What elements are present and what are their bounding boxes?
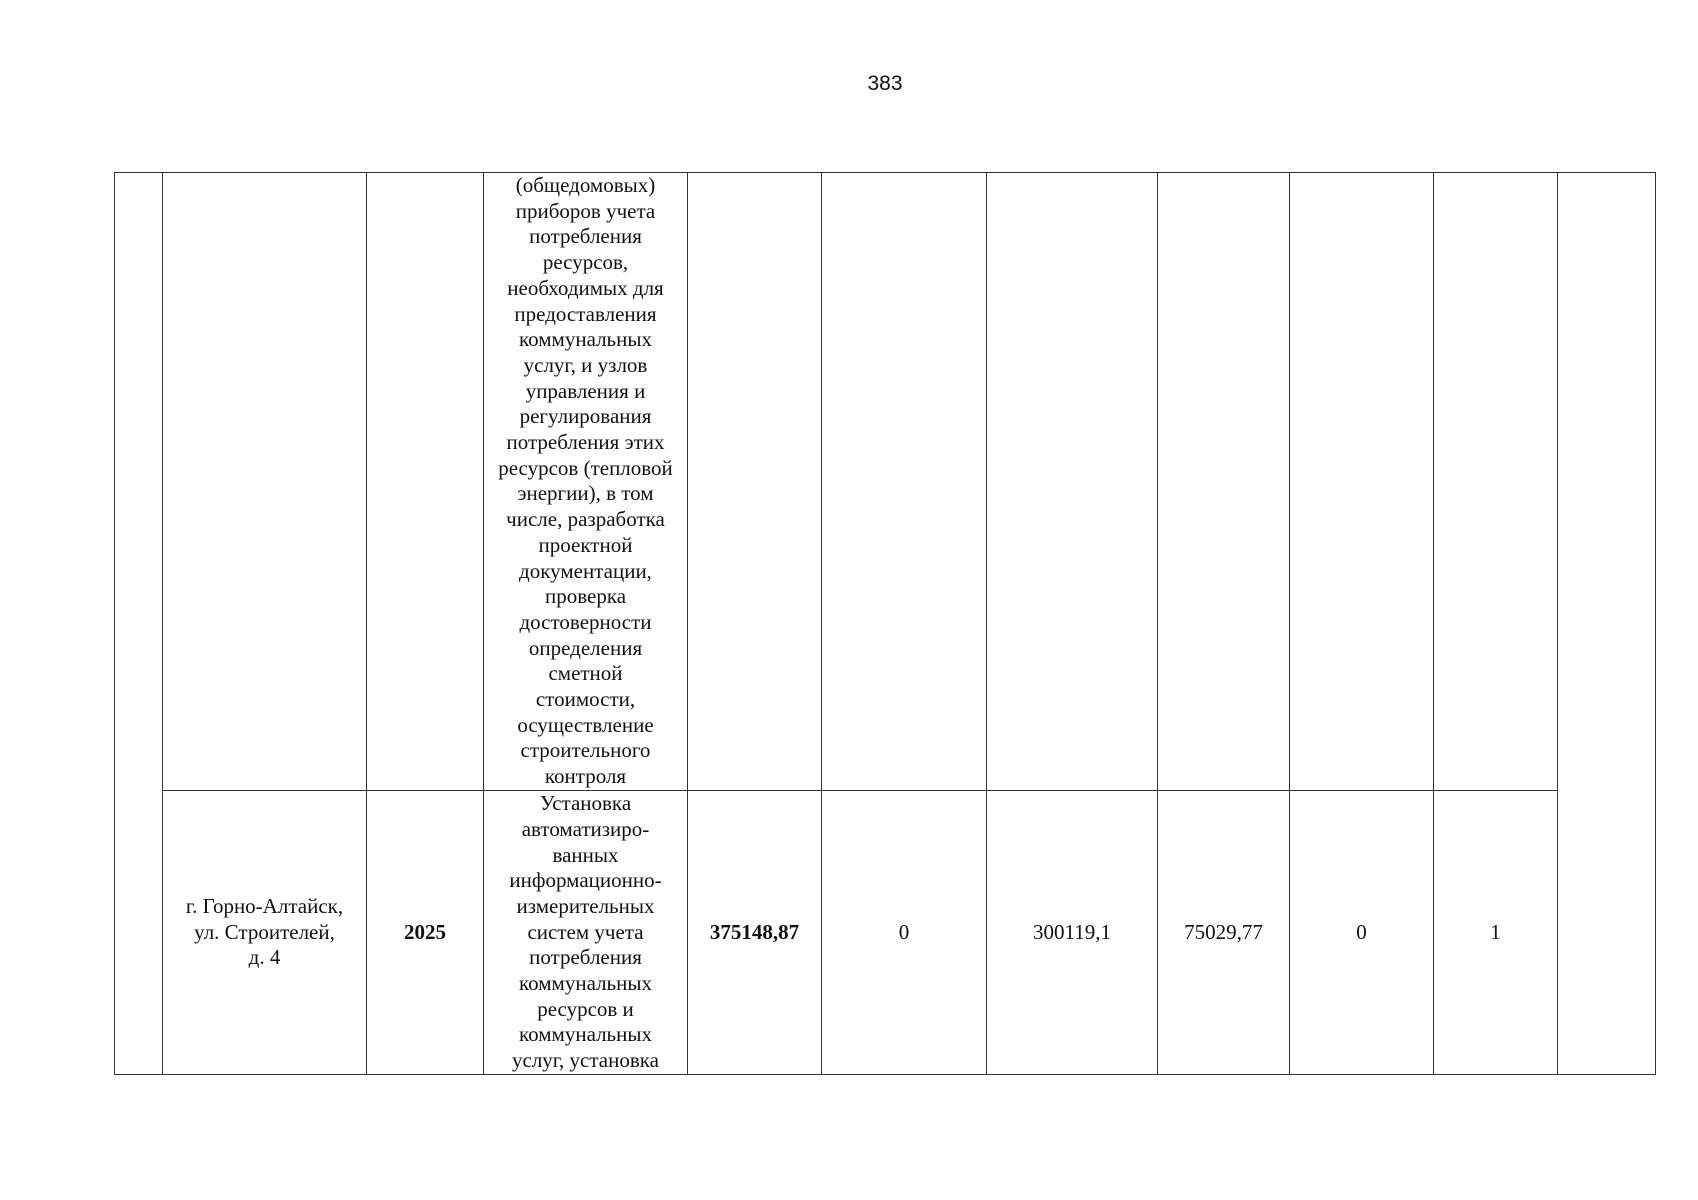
address-cell: [163, 173, 367, 791]
total-cell: [688, 173, 822, 791]
value-cell: 75029,77: [1158, 791, 1290, 1075]
value-cell: [1290, 173, 1434, 791]
value-cell: 0: [1290, 791, 1434, 1075]
data-table: [114, 172, 1656, 1075]
value-cell: [822, 173, 987, 791]
table-row: [115, 173, 1656, 791]
total-cell: 375148,87: [688, 791, 822, 1075]
number-cell: [115, 173, 163, 1075]
page-number: 383: [867, 72, 903, 95]
table-row: [115, 791, 1656, 1075]
value-cell: 300119,1: [987, 791, 1158, 1075]
value-cell: [987, 173, 1158, 791]
value-cell: 1: [1434, 791, 1558, 1075]
value-cell: [1158, 173, 1290, 791]
description-cell: Установка автоматизиро- ванных информационно- измерительных систем учета потребления коммунальных ресурсов и коммунальных услуг, установка: [484, 791, 688, 1075]
value-cell: 0: [822, 791, 987, 1075]
last-cell: [1558, 173, 1656, 1075]
description-cell: (общедомовых) приборов учета потребления ресурсов, необходимых для предоставления коммунальных услуг, и узлов управления и регулирования потребления этих ресурсов (тепловой энергии), в том числе, разработка проектной документации, проверка достоверности определения сметной стоимости, осуществление строительного контроля: [484, 173, 688, 791]
value-cell: [1434, 173, 1558, 791]
year-cell: [367, 173, 484, 791]
year-cell: 2025: [367, 791, 484, 1075]
address-cell: г. Горно-Алтайск, ул. Строителей, д. 4: [163, 791, 367, 1075]
